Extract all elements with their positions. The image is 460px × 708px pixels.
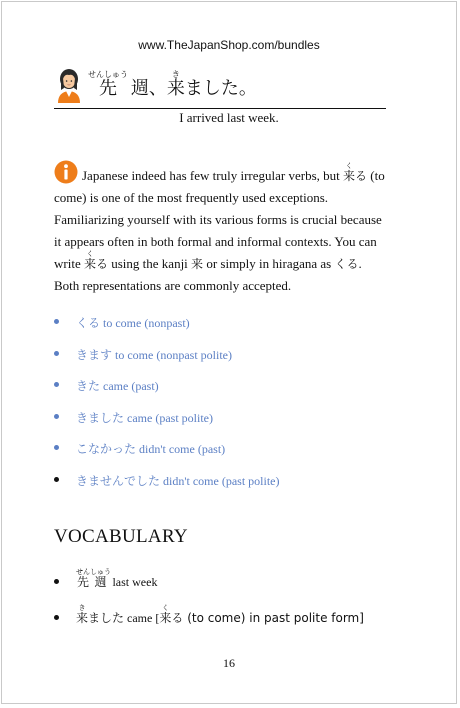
page-number: 16 xyxy=(223,656,235,670)
header-url: www.TheJapanShop.com/bundles xyxy=(138,38,320,52)
hiragana-kuru: くる xyxy=(334,257,359,271)
kanji-ku: 来 xyxy=(191,257,204,271)
title-translation: I arrived last week. xyxy=(179,110,279,125)
lesson-title xyxy=(88,70,257,100)
list-item: きた came (past) xyxy=(54,377,414,409)
vocabulary-list xyxy=(54,568,434,640)
lesson-header xyxy=(54,66,386,109)
list-item: きます to come (nonpast polite) xyxy=(54,346,414,378)
list-item: きました came (past polite) xyxy=(54,409,414,441)
title-okurigana: ました。 xyxy=(184,78,257,99)
list-item: こなかった didn't come (past) xyxy=(54,440,414,472)
list-item: きませんでした didn't come (past polite) xyxy=(54,472,414,504)
vocabulary-heading: VOCABULARY xyxy=(54,526,188,547)
kuru-kanji-ruby-2: 来く xyxy=(83,250,96,271)
person-avatar-icon xyxy=(54,66,84,104)
title-kanji-sen: 先せんしゅう xyxy=(88,70,128,99)
title-kanji-shuu: 週 xyxy=(130,78,149,99)
title-comma: 、 xyxy=(148,78,167,99)
vocab-item: 先せん週しゅう last week xyxy=(54,568,434,604)
verb-forms-list xyxy=(54,314,414,504)
explanation-paragraph: Japanese indeed has few truly irregular verbs, but 来くる (to come) is one of the most frequently used exceptions. Familiarizing yourself with its various forms is crucial because it appears often in both formal and informal contexts. You can write 来くる using the kanji 来 or simply in hiragana as くる. Both representations are commonly accepted. xyxy=(54,162,385,293)
title-kanji-ki: 来き xyxy=(166,70,185,99)
kuru-kanji-ruby: 来く xyxy=(343,162,356,183)
list-item: くる to come (nonpast) xyxy=(54,314,414,346)
vocab-item: 来きました came [来くる (to come) in past polite form] xyxy=(54,604,434,640)
document-page xyxy=(1,1,457,704)
